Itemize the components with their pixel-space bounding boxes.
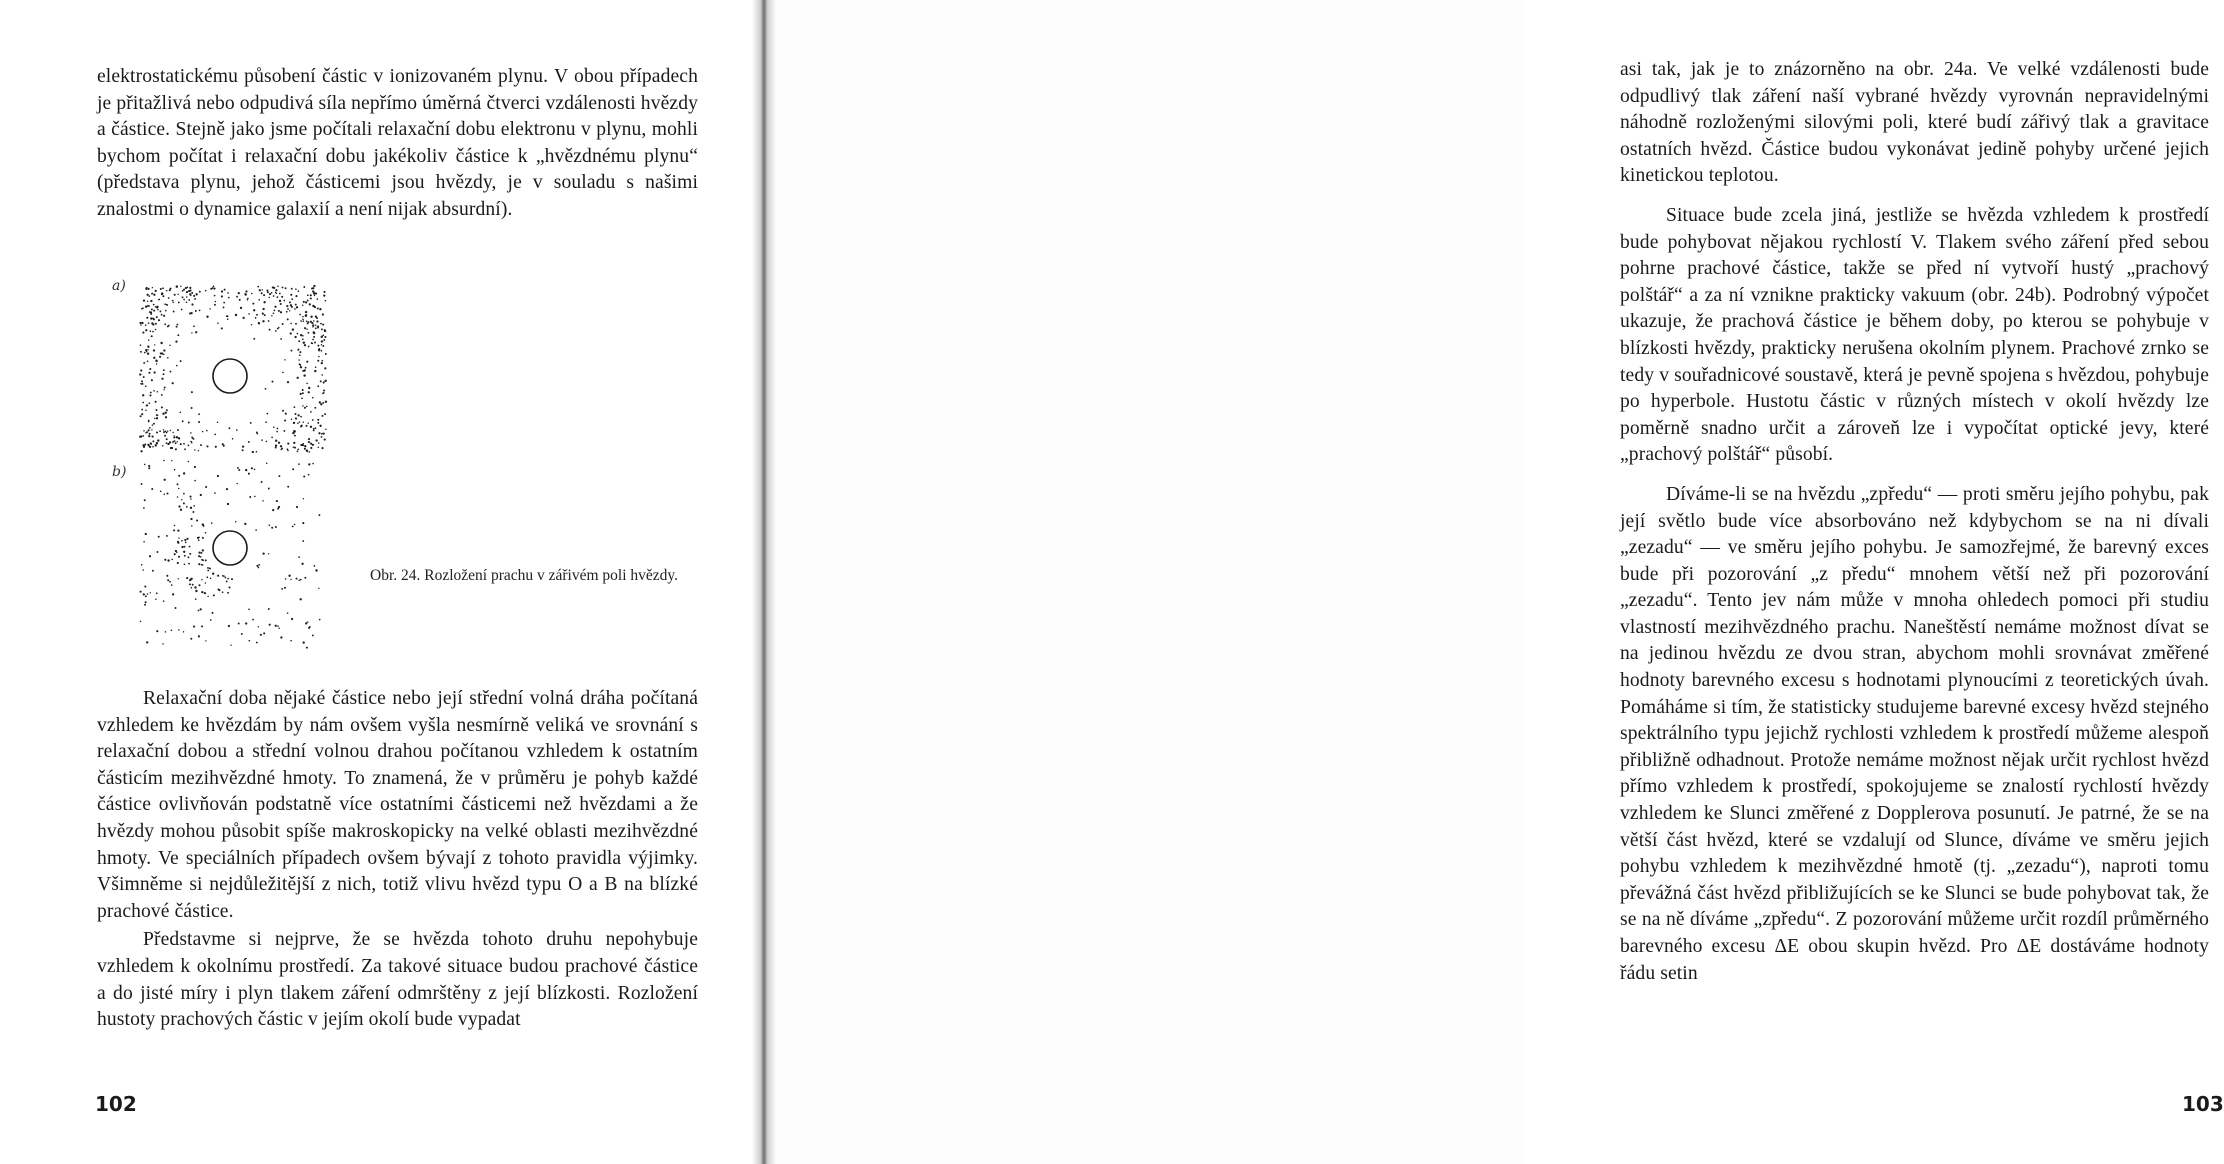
figure-label-a: a) (112, 278, 126, 294)
figure-caption: Obr. 24. Rozložení prachu v zářivém poli hvězdy. (370, 567, 679, 584)
book-gutter (752, 0, 776, 1164)
left-paragraph-3: Představme si nejprve, že se hvězda tohoto druhu nepohybuje vzhledem k okolnímu prostředí. Za takové situace budou prachové částice a do jisté míry i plyn tlakem záření odmrštěny z její blízkosti. Rozložení hustoty prachových částic v jejím okolí bude vypadat (97, 929, 698, 1031)
dust-distribution-illustration (134, 280, 334, 655)
right-paragraph-1: asi tak, jak je to znázorněno na obr. 24a. Ve velké vzdálenosti bude odpudlivý tlak záření naší vybrané hvězdy vyrovnán nepravidelnými náhodně rozloženými silovými poli, které budí zářivý tlak a gravitace ostatních hvězd. Částice budou vykonávat jedině pohyby určené jejich kinetickou teplotou. (1620, 59, 2209, 187)
left-page (0, 0, 762, 1164)
right-page (762, 0, 2224, 1164)
left-text-top (97, 64, 698, 224)
right-text (1620, 57, 2209, 987)
star-circle-a (213, 359, 247, 393)
left-paragraph-1: elektrostatickému působení částic v ionizovaném plynu. V obou případech je přitažlivá nebo odpudivá síla nepřímo úměrná čtverci vzdálenosti hvězdy a částice. Stejně jako jsme počítali relaxační dobu elektronu v plynu, mohli bychom počítat i relaxační dobu jakékoliv částice k „hvězdnému plynu“ (představa plynu, jehož částicemi jsou hvězdy, je v souladu s našimi znalostmi o dynamice galaxií a není nijak absurdní). (97, 66, 698, 220)
right-paragraph-2: Situace bude zcela jiná, jestliže se hvězda vzhledem k prostředí bude pohybovat nějakou rychlostí V. Tlakem svého záření před sebou pohrne prachové částice, takže se před ní vytvoří hustý „prachový polštář“ a za ní vznikne prakticky vakuum (obr. 24b). Podrobný výpočet ukazuje, že prachová částice je během doby, po kterou se pohybuje v blízkosti hvězdy, prakticky nerušena okolním plynem. Prachové zrnko se tedy v souřadnicové soustavě, která je pevně spojena s hvězdou, pohybuje po hyperbole. Hustotu částic v různých místech v okolí hvězdy lze poměrně snadno určit a zároveň lze i vypočítat optické jevy, které „prachový polštář“ působí. (1620, 204, 2209, 466)
page-number-left: 102 (95, 1092, 137, 1116)
figure-label-b: b) (112, 464, 127, 480)
left-paragraph-2: Relaxační doba nějaké částice nebo její střední volná dráha počítaná vzhledem ke hvězdám by nám ovšem vyšla nesmírně veliká ve srovnání s relaxační dobou a střední volnou drahou počítanou vzhledem k ostatním částicím mezihvězdné hmoty. To znamená, že v průměru je pohyb každé částice ovlivňován podstatně více ostatními částicemi než hvězdami a že hvězdy mohou působit spíše makroskopicky na velké oblasti mezihvězdné hmoty. Ve speciálních případech ovšem bývají z tohoto pravidla výjimky. Všimněme si nejdůležitější z nich, totiž vlivu hvězd typu O a B na blízké prachové částice. (97, 688, 698, 922)
right-paragraph-3: Díváme-li se na hvězdu „zpředu“ — proti směru jejího pohybu, pak její světlo bude více absorbováno než kdybychom se na ni dívali „zezadu“ — ve směru jejího pohybu. Je samozřejmé, že barevný exces bude při pozorování „z předu“ mnohem větší než při pozorování „zezadu“. Tento jev nám může v mnoha ohledech pomoci při studiu vlastností mezihvězdného prachu. Naneštěstí nemáme možnost dívat se na jedinou hvězdu ze dvou stran, abychom mohli srovnávat změřené hodnoty barevného excesu s hodnotami plynoucími z teoretických úvah. Pomáháme si tím, že statisticky studujeme barevné excesy hvězd stejného spektrálního typu jejichž rychlosti vzhledem k prostředí můžeme alespoň přibližně odhadnout. Protože nemáme možnost nějak určit rychlost hvězd přímo vzhledem k prostředí, spokojujeme se znalostí rychlostí hvězdy vzhledem ke Slunci změřené z Dopplerova posunutí. Je patrné, že se na větší část hvězd, které se vzdalují od Slunce, díváme ve směru jejich pohybu vzhledem k mezihvězdné hmotě (tj. „zezadu“), naproti tomu převážná část hvězd přibližujících se ke Slunci se bude pohybovat tak, že se na ně díváme „zpředu“. Z pozorování můžeme určit rozdíl průměrného barevného excesu ΔE obou skupin hvězd. Pro ΔE dostáváme hodnoty řádu setin (1620, 483, 2209, 984)
left-text-bottom (97, 686, 698, 1034)
figure-24 (110, 278, 340, 658)
page-number-right: 103 (2182, 1092, 2224, 1116)
star-circle-b (213, 531, 247, 565)
